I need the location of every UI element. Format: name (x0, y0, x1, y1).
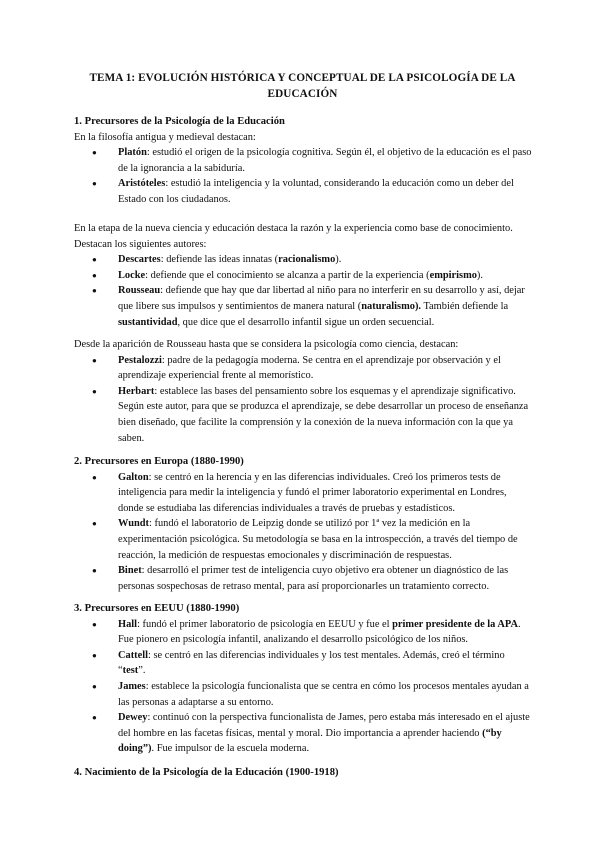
section-3-list (74, 617, 534, 757)
section-1-intro-3: Desde la aparición de Rousseau hasta que se considera la psicología como ciencia, destacan: (74, 339, 459, 350)
section-3-heading: 3. Precursores en EEUU (1880-1990) (74, 603, 240, 614)
list-item-binet: ● Binet: desarrolló el primer test de inteligencia cuyo objetivo era obtener un diagnóstico de las personas sospechosas de retraso mental, para así proporcionarles un tratamiento correcto. (118, 563, 534, 594)
section-1-intro: En la filosofía antigua y medieval destacan: (74, 131, 256, 143)
list-item-dewey: ● Dewey: continuó con la perspectiva funcionalista de James, pero estaba más interesado en el ajuste del hombre en las facetas físicas, mental y moral. Dio importancia a aprender haciendo (“by doing”). Fue impulsor de la escuela moderna. (118, 710, 534, 757)
list-item-locke: ● Locke: defiende que el conocimiento se alcanza a partir de la experiencia (empirismo). (118, 268, 534, 284)
section-4 (74, 765, 534, 781)
list-item-galton: ● Galton: se centró en la herencia y en las diferencias individuales. Creó los primeros tests de inteligencia para medir la inteligencia y fundó el primer laboratorio experimental en Londres, donde se estudiaba las diferencias individuales a través de pruebas y estadísticos. (118, 470, 534, 517)
document-title: TEMA 1: EVOLUCIÓN HISTÓRICA Y CONCEPTUAL DE LA PSICOLOGÍA DE LA EDUCACIÓN (89, 72, 516, 100)
list-item-herbart: ● Herbart: establece las bases del pensamiento sobre los esquemas y el aprendizaje significativo. Según este autor, para que se produzca el aprendizaje, se debe desarrollar un proceso de enseñanza bien diseñado, que facilite la comprensión y la conexión de la nueva información con la que ya saben. (118, 384, 534, 446)
section-3 (74, 601, 534, 757)
list-item-platon: ● Platón: estudió el origen de la psicología cognitiva. Según él, el objetivo de la educación es el paso de la ignorancia a la sabiduría. (118, 145, 534, 176)
section-1-heading: 1. Precursores de la Psicología de la Educación (74, 116, 285, 127)
list-item-wundt: ● Wundt: fundó el laboratorio de Leipzig donde se utilizó por 1ª vez la medición en la experimentación psicológica. Su metodología se basa en la introspección, a través del tiempo de reacción, la medición de respuestas emocionales y discriminación de respuestas. (118, 516, 534, 563)
section-1 (74, 114, 534, 208)
list-item-aristoteles: ● Aristóteles: estudió la inteligencia y la voluntad, considerando la educación como un deber del Estado con los ciudadanos. (118, 176, 534, 207)
section-1-intro-2: En la etapa de la nueva ciencia y educación destaca la razón y la experiencia como base de conocimiento. Destacan los siguientes autores: (74, 223, 513, 250)
list-item-james: ● James: establece la psicología funcionalista que se centra en cómo los procesos mentales ayudan a las personas a adaptarse a su entorno. (118, 679, 534, 710)
section-1-list-modern (74, 252, 534, 330)
section-1-transition (74, 337, 534, 446)
section-2-list (74, 470, 534, 595)
section-4-heading: 4. Nacimiento de la Psicología de la Educación (1900-1918) (74, 767, 339, 778)
section-2 (74, 454, 534, 594)
section-2-heading: 2. Precursores en Europa (1880-1990) (74, 456, 244, 467)
list-item-pestalozzi: ● Pestalozzi: padre de la pedagogía moderna. Se centra en el aprendizaje por observación y el aprendizaje experiencial frente al memorístico. (118, 353, 534, 384)
list-item-descartes: ● Descartes: defiende las ideas innatas (racionalismo). (118, 252, 534, 268)
list-item-rousseau: ● Rousseau: defiende que hay que dar libertad al niño para no interferir en su desarrollo y así, dejar que libere sus impulsos y sentimientos de manera natural (naturalismo). También defiende la sustantividad, que dice que el desarrollo infantil sigue un orden secuencial. (118, 283, 534, 330)
list-item-cattell: ● Cattell: se centró en las diferencias individuales y los test mentales. Además, creó el término “test”. (118, 648, 534, 679)
list-item-hall: ● Hall: fundó el primer laboratorio de psicología en EEUU y fue el primer presidente de la APA. Fue pionero en psicología infantil, analizando el desarrollo psicológico de los niños. (118, 617, 534, 648)
section-1-list-ancient (74, 145, 534, 207)
section-1-list-transition (74, 353, 534, 447)
section-1-modern (74, 221, 534, 330)
